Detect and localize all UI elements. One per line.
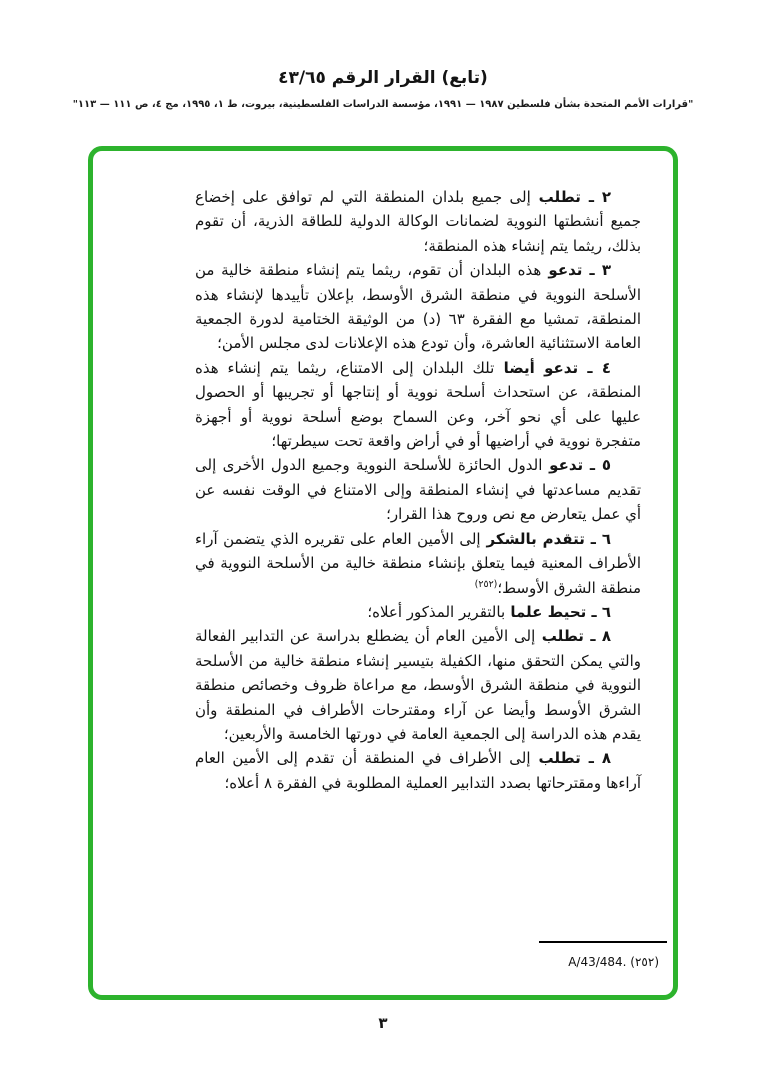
paragraph-text: تلك البلدان إلى الامتناع، ريثما يتم إنشاء هذه المنطقة، عن استحداث أسلحة نووية أو إنتاجها أو تجريبها أو الحصول عليها على أي نحو آخر، وعن السماح بوضع أسلحة نووية أو أجهزة متفجرة نووية في أراضيها أو في أراض واقعة تحت سيطرتها؛ xyxy=(195,358,641,451)
paragraph-text: الدول الحائزة للأسلحة النووية وجميع الدول الأخرى إلى تقديم مساعدتها في إنشاء المنطقة وإلى الامتناع في الوقت نفسه عن أي عمل يتعارض مع نص وروح هذا القرار؛ xyxy=(195,456,641,524)
paragraph-lead: تطلب xyxy=(530,749,581,768)
paragraph-text: بالتقرير المذكور أعلاه؛ xyxy=(367,602,506,621)
paragraph-lead: تحيط علما xyxy=(505,602,587,621)
page-number: ٣ xyxy=(378,1014,388,1032)
footnote-marker: (٢٥٢) xyxy=(474,578,498,590)
paragraph-text: إلى الأمين العام على تقريره الذي يتضمن آراء الأطراف المعنية فيما يتعلق بإنشاء منطقة خالية من الأسلحة النووية في منطقة الشرق الأوسط؛ xyxy=(195,529,641,597)
paragraph-text: إلى جميع بلدان المنطقة التي لم توافق على إخضاع جميع أنشطتها النووية لضمانات الوكالة الدولية للطاقة الذرية، أن تقوم بذلك، ريثما يتم إنشاء هذه المنطقة؛ xyxy=(195,188,641,255)
paragraph xyxy=(195,600,641,624)
paragraph-number: ٨ ـ xyxy=(583,627,612,646)
document-frame xyxy=(88,146,678,1000)
paragraph-number: ٥ ـ xyxy=(583,456,612,475)
paragraph-number: ٦ ـ xyxy=(584,529,612,548)
paragraph-list xyxy=(195,185,641,795)
paragraph-lead: تتقدم بالشكر xyxy=(480,529,585,548)
paragraph xyxy=(195,258,641,356)
paragraph xyxy=(195,453,641,526)
paragraph-lead: تدعو xyxy=(542,456,584,475)
paragraph xyxy=(195,746,641,795)
page-title: (تابع) القرار الرقم ٤٣/٦٥ xyxy=(278,68,488,88)
paragraph-number: ٢ ـ xyxy=(580,188,612,206)
paragraph xyxy=(195,527,641,600)
paragraph-lead: تطلب xyxy=(535,627,584,646)
paragraph-lead: تطلب xyxy=(530,188,581,206)
paragraph-text: إلى الأمين العام أن يضطلع بدراسة عن التدابير الفعالة والتي يمكن التحقق منها، الكفيلة بتيسير إنشاء منطقة خالية من الأسلحة النووية في منطقة الشرق الأوسط، مع مراعاة ظروف وخصائص منطقة الشرق الأوسط وأيضا عن آراء ومقترحات الأطراف في المنطقة وأن يقدم هذه الدراسة إلى الجمعية العامة في دورتها الخامسة والأربعين؛ xyxy=(195,627,641,743)
footnote-reference: A/43/484. (٢٥٢) xyxy=(568,955,659,969)
paragraph xyxy=(195,624,641,746)
paragraph-number: ٤ ـ xyxy=(578,358,611,377)
paragraph xyxy=(195,356,641,454)
paragraph-lead: تدعو أيضا xyxy=(494,358,579,377)
citation-line: "قرارات الأمم المتحدة بشأن فلسطين ١٩٨٧ — ١٩٩١، مؤسسة الدراسات الفلسطينية، بيروت، ط ١، ١٩٩٥، مج ٤، ص ١١١ — ١١٣" xyxy=(72,99,694,110)
paragraph-number: ٦ ـ xyxy=(586,602,611,621)
paragraph-lead: تدعو xyxy=(541,261,583,280)
paragraph-number: ٨ ـ xyxy=(580,749,612,768)
paragraph-number: ٣ ـ xyxy=(582,261,611,280)
footnote-divider xyxy=(539,941,667,943)
paragraph xyxy=(195,185,641,258)
paragraph-text: هذه البلدان أن تقوم، ريثما يتم إنشاء منطقة خالية من الأسلحة النووية في منطقة الشرق الأوسط، بإعلان تأييدها لإنشاء هذه المنطقة، تمشيا مع الفقرة ٦٣ (د) من الوثيقة الختامية لدورة الجمعية العامة الاستثنائية العاشرة، وأن تودع هذه الإعلانات لدى مجلس الأمن؛ xyxy=(195,261,641,353)
paragraph-text: إلى الأطراف في المنطقة أن تقدم إلى الأمين العام آراءها ومقترحاتها بصدد التدابير العملية المطلوبة في الفقرة ٨ أعلاه؛ xyxy=(195,749,641,792)
